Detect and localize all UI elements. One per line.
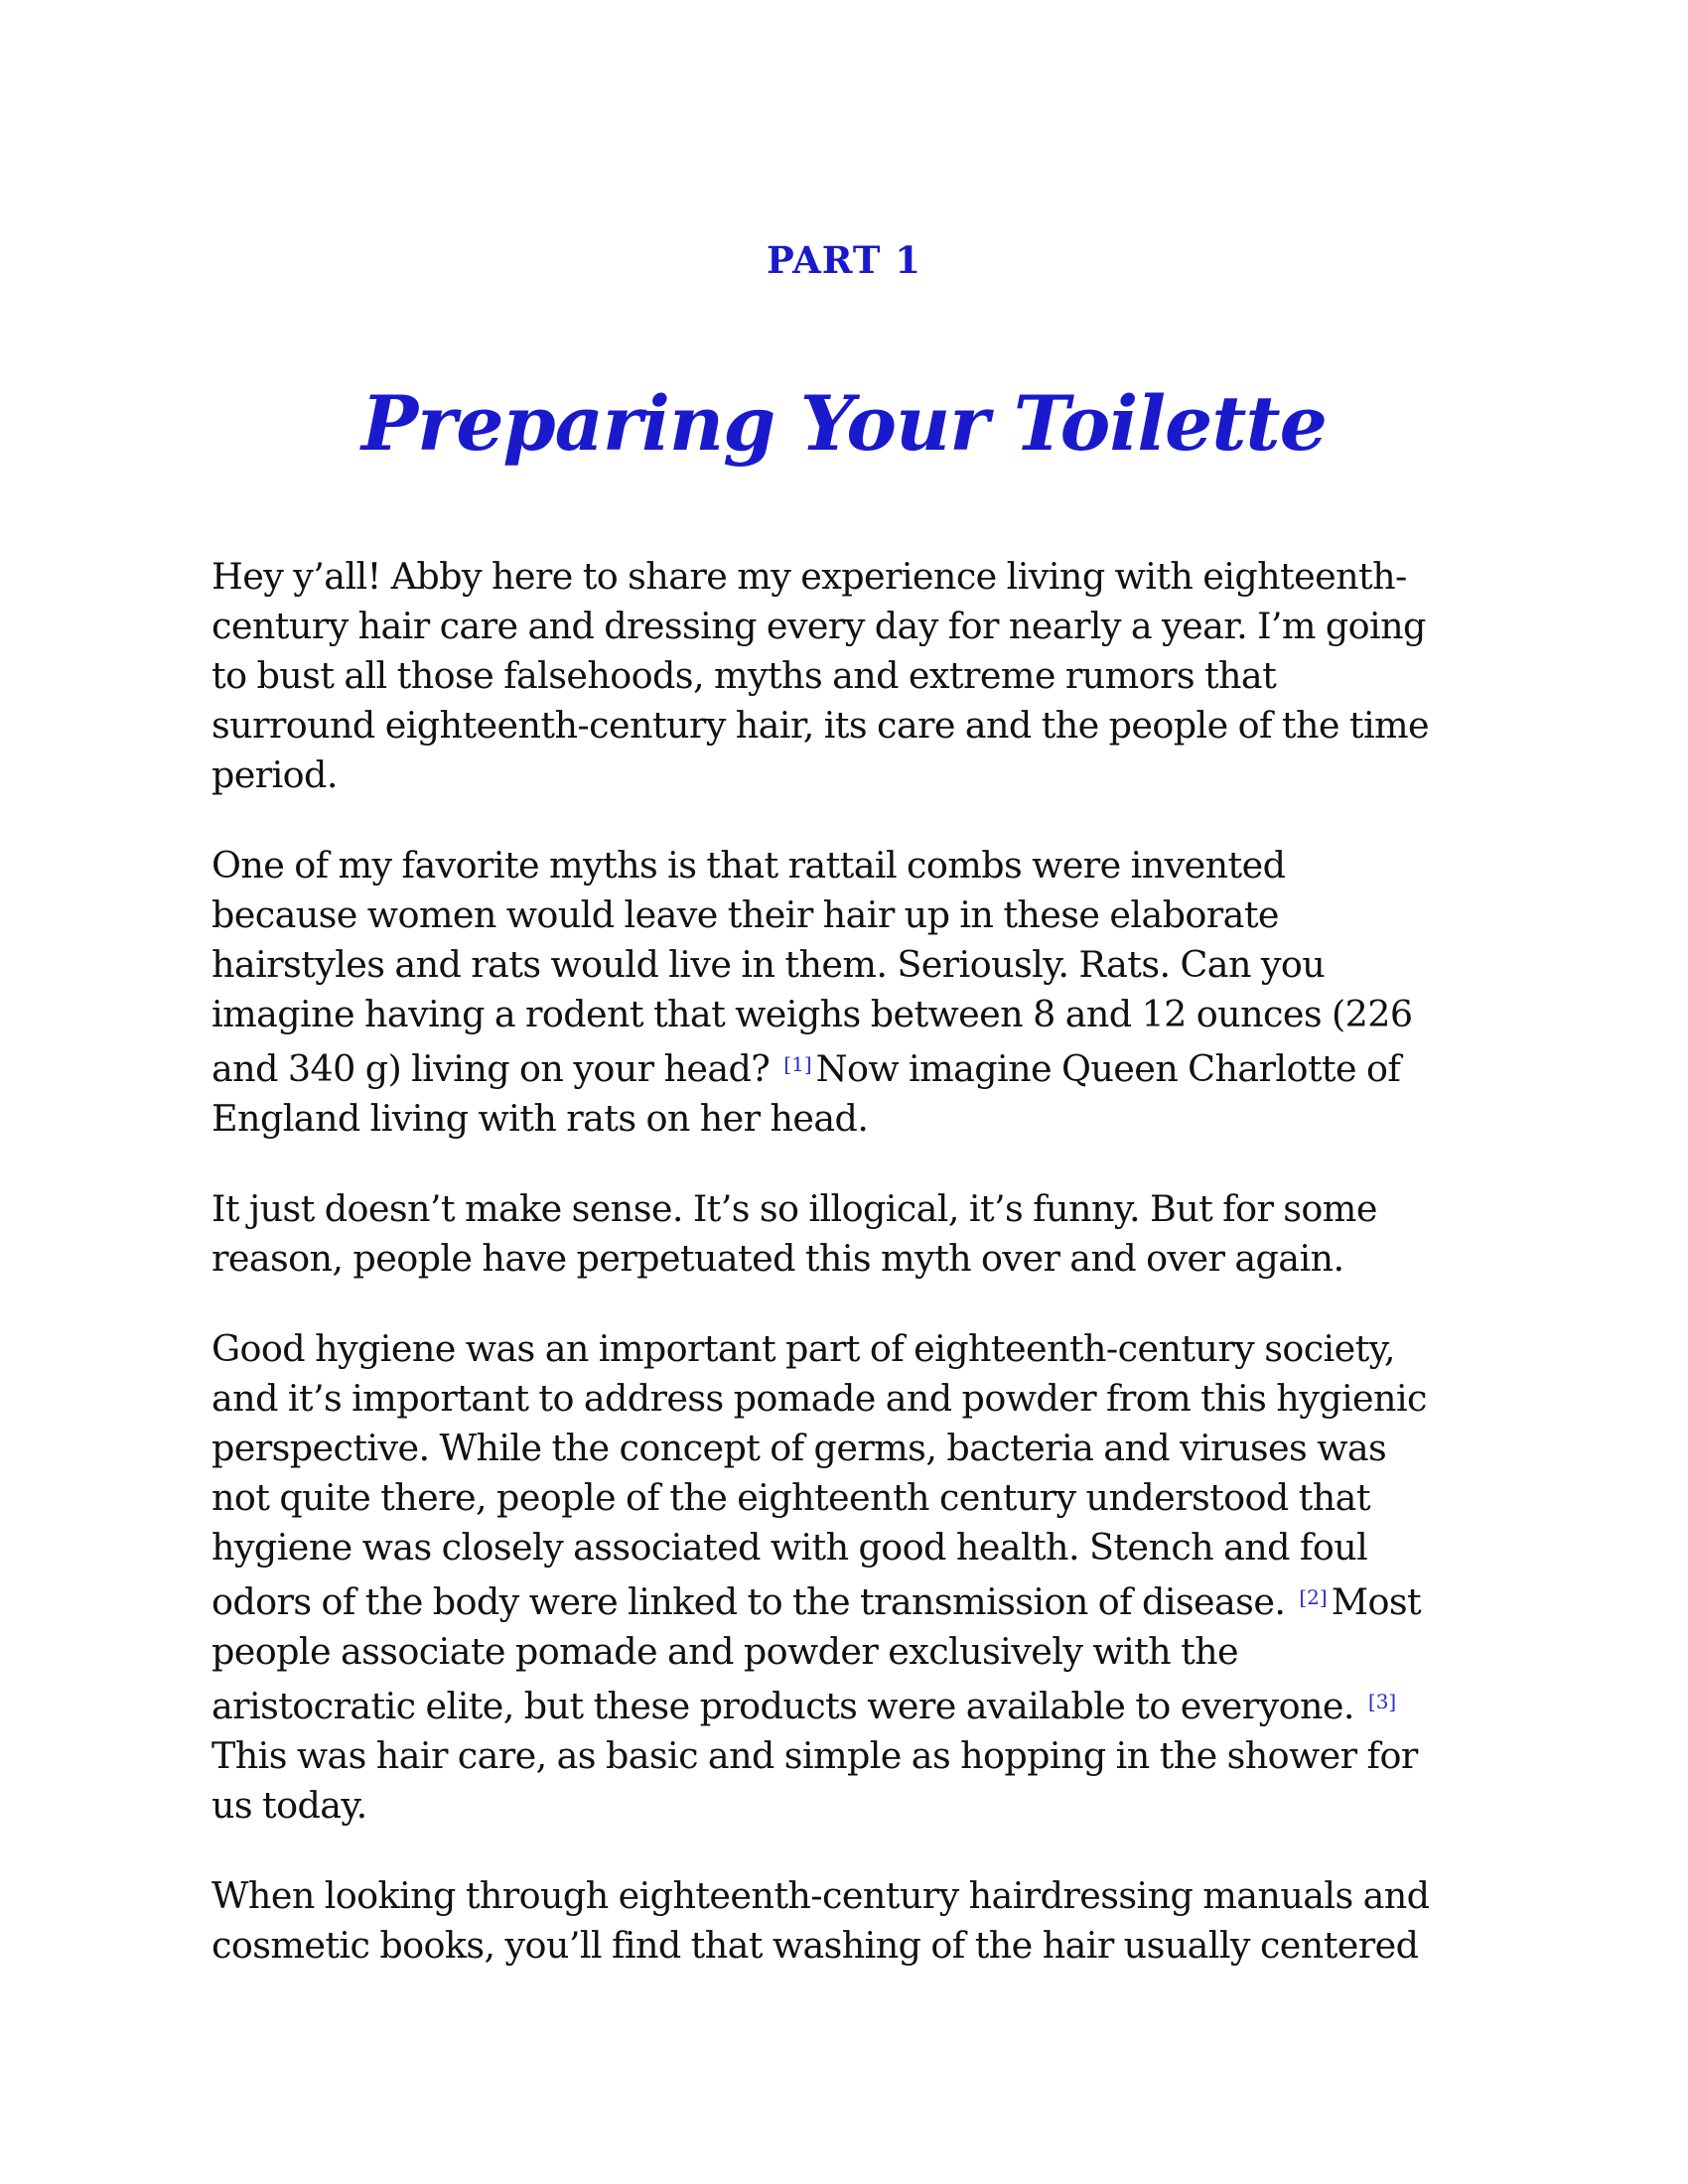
chapter-title: Preparing Your Toilette: [361, 379, 1327, 468]
paragraph-illogical: [211, 1184, 1492, 1284]
text-line: One of my favorite myths is that rattail combs were invented: [211, 844, 1286, 887]
paragraph-rattail-myth: [211, 841, 1492, 1144]
text-line: [211, 1677, 1492, 1731]
text-line: people associate pomade and powder exclusively with the: [211, 1630, 1239, 1673]
paragraph-hygiene: [211, 1324, 1492, 1831]
text-line: cosmetic books, you’ll find that washing of the hair usually centered: [211, 1924, 1419, 1967]
paragraph-washing: [211, 1871, 1492, 1971]
text-line: not quite there, people of the eighteenth century understood that: [211, 1476, 1370, 1519]
text-line: because women would leave their hair up in these elaborate: [211, 893, 1279, 936]
text-line: hairstyles and rats would live in them. Seriously. Rats. Can you: [211, 943, 1326, 986]
text-line: century hair care and dressing every day for nearly a year. I’m going: [211, 605, 1426, 647]
text-line: surround eighteenth-century hair, its care and the people of the time: [211, 704, 1430, 747]
part-label: PART 1: [766, 238, 922, 282]
text-segment: Most: [1331, 1580, 1422, 1623]
footnote-link-2[interactable]: [2]: [1299, 1585, 1328, 1609]
text-line: This was hair care, as basic and simple as hopping in the shower for: [211, 1734, 1418, 1777]
text-segment: odors of the body were linked to the transmission of disease.: [211, 1580, 1286, 1623]
text-line: England living with rats on her head.: [211, 1097, 869, 1140]
text-line: Hey y’all! Abby here to share my experience living with eighteenth-: [211, 555, 1407, 598]
text-segment: aristocratic elite, but these products were available to everyone.: [211, 1685, 1354, 1727]
text-line: hygiene was closely associated with good health. Stench and foul: [211, 1526, 1368, 1569]
text-line: [211, 1572, 1492, 1627]
text-line: to bust all those falsehoods, myths and extreme rumors that: [211, 654, 1277, 697]
text-line: period.: [211, 753, 338, 796]
paragraph-intro: [211, 552, 1492, 800]
text-segment: Now imagine Queen Charlotte of: [815, 1047, 1401, 1090]
text-segment: and 340 g) living on your head?: [211, 1047, 771, 1090]
text-line: [211, 1039, 1492, 1094]
footnote-link-3[interactable]: [3]: [1367, 1690, 1397, 1713]
text-line: It just doesn’t make sense. It’s so illogical, it’s funny. But for some: [211, 1187, 1377, 1230]
footnote-link-1[interactable]: [1]: [783, 1052, 812, 1076]
text-line: us today.: [211, 1784, 367, 1827]
text-line: imagine having a rodent that weighs between 8 and 12 ounces (226: [211, 993, 1413, 1035]
text-line: reason, people have perpetuated this myth over and over again.: [211, 1237, 1344, 1280]
text-line: perspective. While the concept of germs, bacteria and viruses was: [211, 1427, 1387, 1469]
text-line: When looking through eighteenth-century hairdressing manuals and: [211, 1874, 1430, 1917]
chapter-body: [211, 552, 1492, 2011]
text-line: and it’s important to address pomade and powder from this hygienic: [211, 1377, 1427, 1420]
text-line: Good hygiene was an important part of eighteenth-century society,: [211, 1327, 1395, 1370]
